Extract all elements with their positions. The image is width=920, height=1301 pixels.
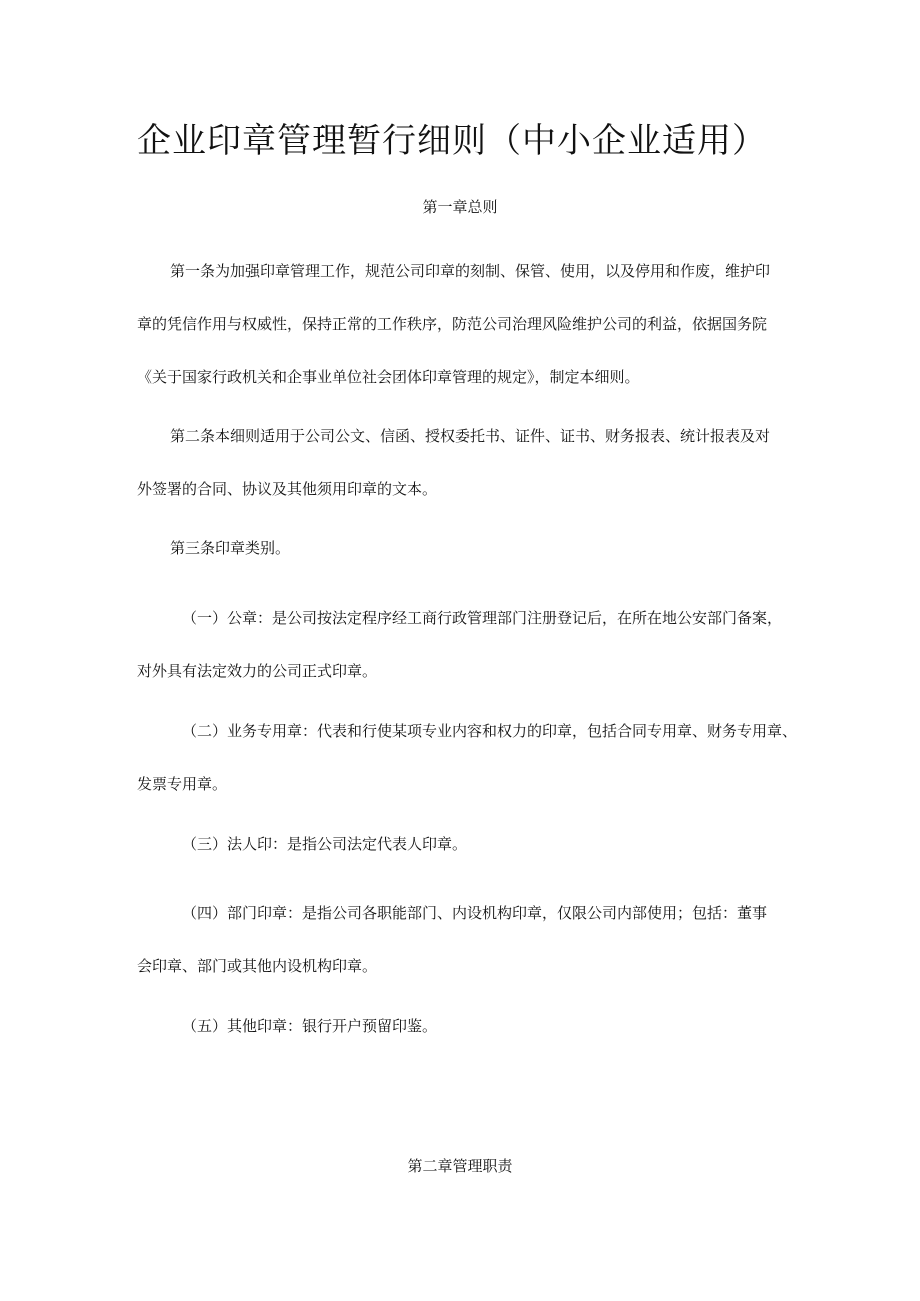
seal-type-5-line-1: （五）其他印章：银行开户预留印鉴。 bbox=[182, 1017, 438, 1035]
seal-type-2-line-2: 发票专用章。 bbox=[137, 775, 228, 793]
seal-type-1 bbox=[137, 592, 787, 698]
seal-type-2-line-1: （二）业务专用章：代表和行使某项专业内容和权力的印章，包括合同专用章、财务专用章、 bbox=[182, 722, 798, 740]
chapter-2-heading: 第二章管理职责 bbox=[407, 1157, 513, 1175]
seal-type-2 bbox=[137, 705, 798, 811]
chapter-1-heading: 第一章总则 bbox=[422, 198, 498, 216]
seal-type-5 bbox=[137, 1000, 787, 1053]
seal-type-4-line-2: 会印章、部门或其他内设机构印章。 bbox=[137, 957, 378, 975]
article-3-line-1: 第三条印章类别。 bbox=[170, 539, 291, 557]
article-2 bbox=[137, 410, 787, 516]
article-1 bbox=[137, 245, 787, 404]
article-1-line-3: 《关于国家行政机关和企事业单位社会团体印章管理的规定》，制定本细则。 bbox=[137, 368, 640, 386]
article-2-line-1: 第二条本细则适用于公司公文、信函、授权委托书、证件、证书、财务报表、统计报表及对 bbox=[170, 427, 771, 445]
article-1-line-2: 章的凭信作用与权威性，保持正常的工作秩序，防范公司治理风险维护公司的利益，依据国务院 bbox=[137, 315, 768, 333]
article-1-line-1: 第一条为加强印章管理工作，规范公司印章的刻制、保管、使用，以及停用和作废，维护印 bbox=[170, 262, 771, 280]
article-2-line-2: 外签署的合同、协议及其他须用印章的文本。 bbox=[137, 480, 438, 498]
seal-type-4-line-1: （四）部门印章：是指公司各职能部门、内设机构印章，仅限公司内部使用；包括：董事 bbox=[182, 904, 768, 922]
seal-type-1-line-1: （一）公章：是公司按法定程序经工商行政管理部门注册登记后，在所在地公安部门备案， bbox=[182, 609, 783, 627]
seal-type-3 bbox=[137, 818, 787, 871]
seal-type-1-line-2: 对外具有法定效力的公司正式印章。 bbox=[137, 662, 378, 680]
article-3 bbox=[137, 522, 787, 575]
document-title: 企业印章管理暂行细则（中小企业适用） bbox=[137, 121, 767, 161]
seal-type-4 bbox=[137, 887, 787, 993]
seal-type-3-line-1: （三）法人印：是指公司法定代表人印章。 bbox=[182, 835, 468, 853]
